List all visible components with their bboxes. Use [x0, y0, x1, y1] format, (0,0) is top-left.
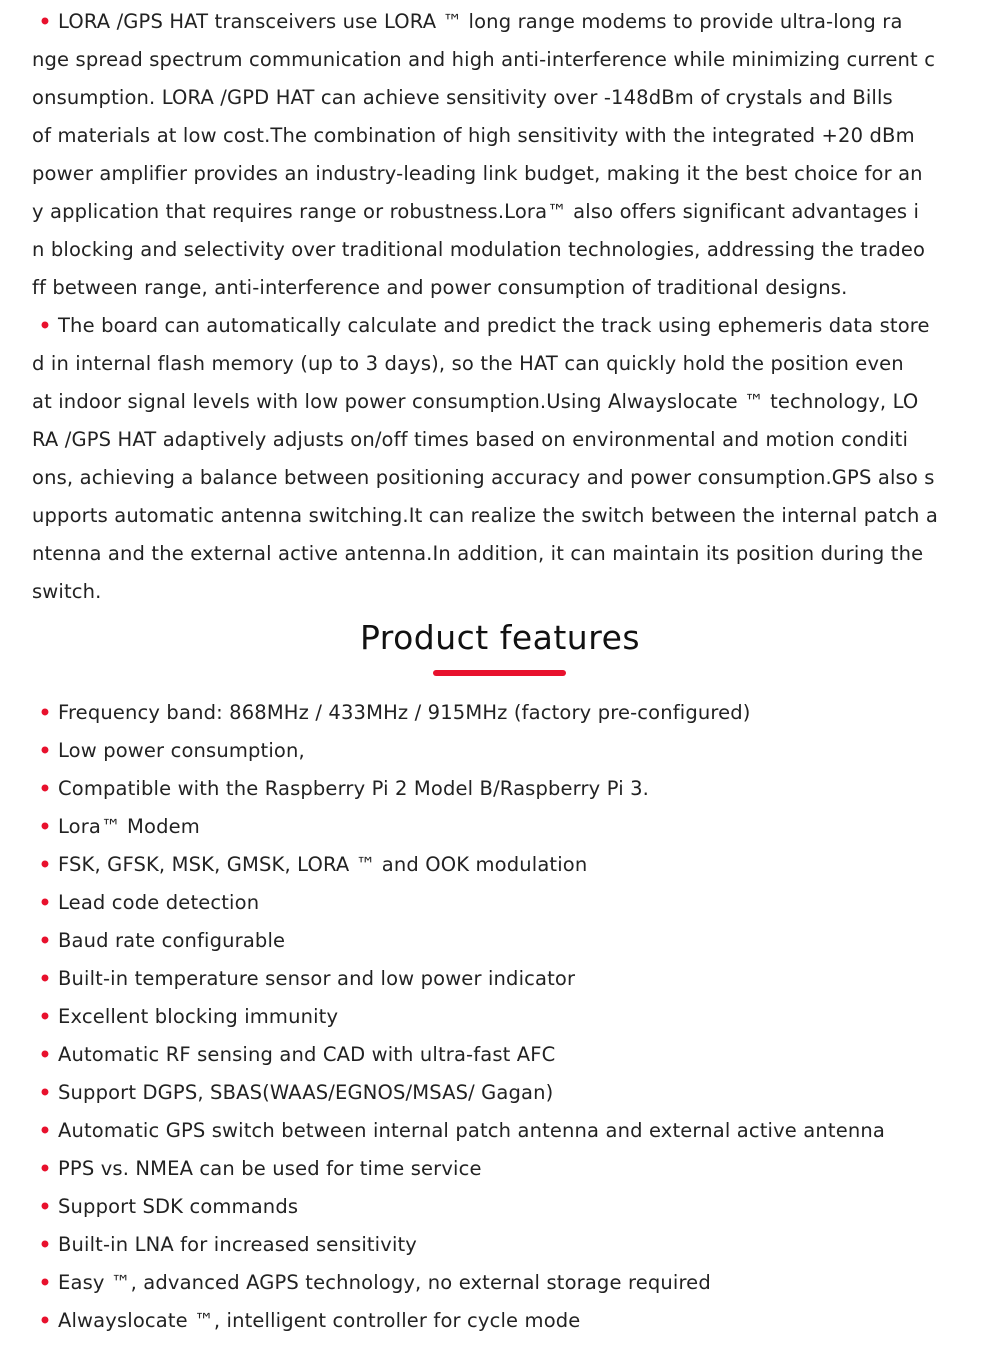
bullet-dot: •: [38, 1081, 52, 1104]
intro-line-text: ntenna and the external active antenna.In addition, it can maintain its position during the: [32, 542, 924, 565]
bullet-dot: •: [38, 929, 52, 952]
intro-line-text: nge spread spectrum communication and high anti-interference while minimizing current c: [32, 48, 936, 71]
feature-text: Automatic RF sensing and CAD with ultra-fast AFC: [58, 1043, 556, 1066]
section-title: Product features: [359, 618, 641, 657]
feature-item: [32, 1264, 980, 1302]
intro-line-text: ff between range, anti-interference and power consumption of traditional designs.: [32, 276, 848, 299]
bullet-dot: •: [38, 777, 52, 800]
feature-item: [32, 1112, 980, 1150]
intro-paragraph-2-line: [32, 535, 980, 573]
intro-line-text: The board can automatically calculate and predict the track using ephemeris data store: [58, 314, 930, 337]
feature-item: [32, 1188, 980, 1226]
bullet-dot: •: [38, 10, 52, 33]
intro-paragraph-2-line: [32, 497, 980, 535]
bullet-dot: •: [38, 701, 52, 724]
bullet-dot: •: [38, 1005, 52, 1028]
intro-line-text: LORA /GPS HAT transceivers use LORA ™ long range modems to provide ultra-long ra: [58, 10, 903, 33]
feature-text: Built-in LNA for increased sensitivity: [58, 1233, 417, 1256]
intro-paragraph-1-line: [32, 269, 980, 307]
feature-item: [32, 1036, 980, 1074]
intro-paragraph-1-line: [32, 3, 980, 41]
intro-paragraph-1-line: [32, 155, 980, 193]
feature-item: [32, 922, 980, 960]
bullet-dot: •: [38, 815, 52, 838]
feature-text: Alwayslocate ™, intelligent controller for cycle mode: [58, 1309, 581, 1332]
intro-paragraph-2-line: [32, 307, 980, 345]
bullet-dot: •: [38, 1119, 52, 1142]
intro-line-text: of materials at low cost.The combination of high sensitivity with the integrated +20 dBm: [32, 124, 915, 147]
feature-text: Baud rate configurable: [58, 929, 286, 952]
intro-paragraph-2-line: [32, 345, 980, 383]
intro-paragraph-2-line: [32, 421, 980, 459]
feature-item: [32, 770, 980, 808]
intro-line-text: switch.: [32, 580, 102, 603]
intro-line-text: at indoor signal levels with low power consumption.Using Alwayslocate ™ technology, LO: [32, 390, 919, 413]
intro-paragraph-1-line: [32, 193, 980, 231]
feature-list: [32, 694, 980, 1340]
feature-text: Excellent blocking immunity: [58, 1005, 339, 1028]
feature-text: Lead code detection: [58, 891, 260, 914]
feature-text: Support DGPS, SBAS(WAAS/EGNOS/MSAS/ Gagan): [58, 1081, 554, 1104]
title-underline-accent: [433, 670, 566, 676]
feature-text: Automatic GPS switch between internal patch antenna and external active antenna: [58, 1119, 885, 1142]
feature-item: [32, 1226, 980, 1264]
feature-item: [32, 884, 980, 922]
feature-item: [32, 694, 980, 732]
feature-text: Frequency band: 868MHz / 433MHz / 915MHz (factory pre-configured): [58, 701, 751, 724]
feature-item: [32, 1074, 980, 1112]
intro-paragraph-2-line: [32, 383, 980, 421]
intro-text: [32, 3, 980, 611]
section-header: [0, 612, 1000, 664]
intro-line-text: d in internal flash memory (up to 3 days), so the HAT can quickly hold the position even: [32, 352, 904, 375]
feature-text: Easy ™, advanced AGPS technology, no external storage required: [58, 1271, 711, 1294]
bullet-dot: •: [38, 1195, 52, 1218]
intro-paragraph-2-line: [32, 459, 980, 497]
feature-text: Support SDK commands: [58, 1195, 299, 1218]
intro-paragraph-1-line: [32, 79, 980, 117]
intro-line-text: n blocking and selectivity over traditional modulation technologies, addressing the tradeo: [32, 238, 926, 261]
intro-line-text: power amplifier provides an industry-leading link budget, making it the best choice for an: [32, 162, 923, 185]
feature-text: Built-in temperature sensor and low power indicator: [58, 967, 576, 990]
feature-text: Compatible with the Raspberry Pi 2 Model B/Raspberry Pi 3.: [58, 777, 650, 800]
bullet-dot: •: [38, 1043, 52, 1066]
feature-item: [32, 846, 980, 884]
feature-item: [32, 808, 980, 846]
intro-paragraph-2-line: [32, 573, 980, 611]
bullet-dot: •: [38, 891, 52, 914]
intro-paragraph-1-line: [32, 231, 980, 269]
feature-text: FSK, GFSK, MSK, GMSK, LORA ™ and OOK modulation: [58, 853, 588, 876]
feature-text: PPS vs. NMEA can be used for time service: [58, 1157, 482, 1180]
feature-item: [32, 732, 980, 770]
feature-item: [32, 960, 980, 998]
bullet-dot: •: [38, 967, 52, 990]
intro-line-text: y application that requires range or robustness.Lora™ also offers significant advantages i: [32, 200, 920, 223]
feature-item: [32, 998, 980, 1036]
intro-line-text: ons, achieving a balance between positioning accuracy and power consumption.GPS also s: [32, 466, 935, 489]
intro-line-text: onsumption. LORA /GPD HAT can achieve sensitivity over -148dBm of crystals and Bills: [32, 86, 893, 109]
feature-item: [32, 1302, 980, 1340]
feature-item: [32, 1150, 980, 1188]
intro-line-text: upports automatic antenna switching.It can realize the switch between the internal patch a: [32, 504, 939, 527]
intro-line-text: RA /GPS HAT adaptively adjusts on/off times based on environmental and motion conditi: [32, 428, 909, 451]
bullet-dot: •: [38, 1157, 52, 1180]
bullet-dot: •: [38, 314, 52, 337]
bullet-dot: •: [38, 1233, 52, 1256]
bullet-dot: •: [38, 1271, 52, 1294]
intro-paragraph-1-line: [32, 117, 980, 155]
bullet-dot: •: [38, 1309, 52, 1332]
intro-paragraph-1-line: [32, 41, 980, 79]
bullet-dot: •: [38, 853, 52, 876]
bullet-dot: •: [38, 739, 52, 762]
feature-text: Low power consumption,: [58, 739, 305, 762]
feature-text: Lora™ Modem: [58, 815, 200, 838]
